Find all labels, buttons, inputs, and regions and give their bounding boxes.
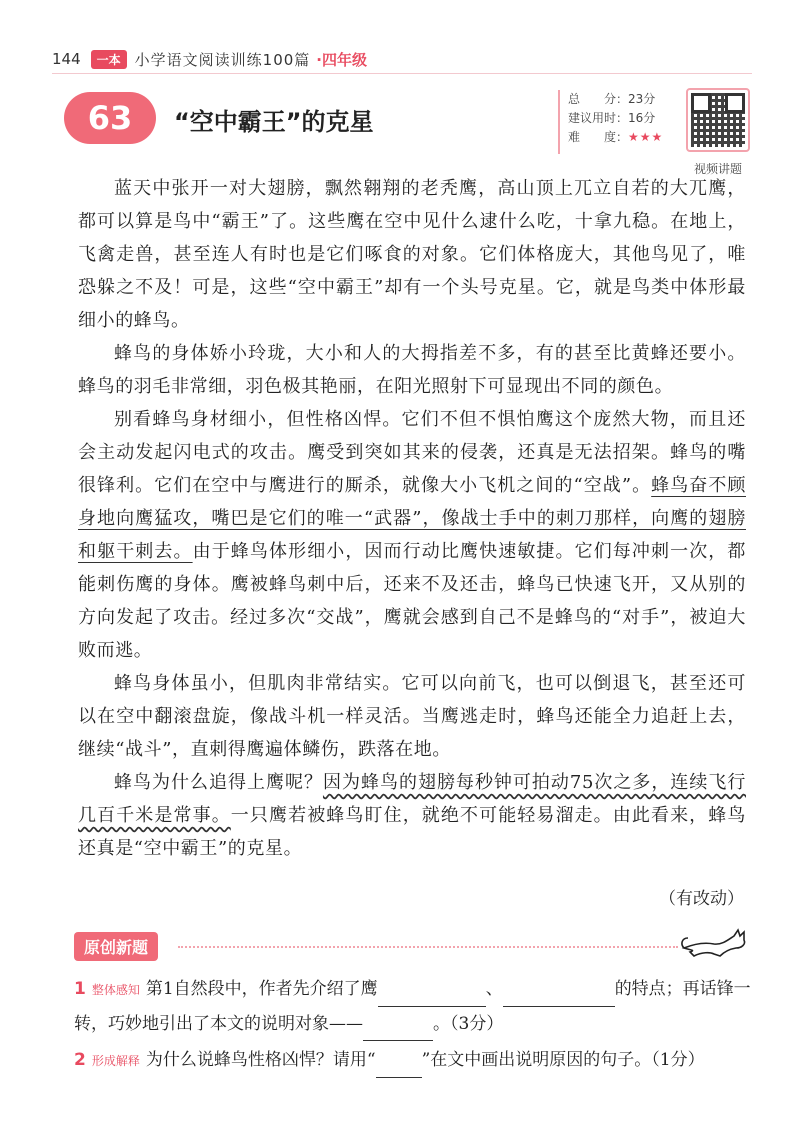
qr-code-icon[interactable] bbox=[686, 88, 750, 152]
paragraph-5: 蜂鸟为什么追得上鹰呢？因为蜂鸟的翅膀每秒钟可拍动75次之多，连续飞行几百千米是常事。一只鹰若被蜂鸟盯住，就绝不可能轻易溜走。由此看来，蜂鸟还真是“空中霸王”的克星。 bbox=[78, 772, 746, 859]
grade-label: ·四年级 bbox=[316, 50, 367, 69]
dotted-divider bbox=[178, 946, 678, 948]
answer-blank[interactable] bbox=[503, 984, 615, 1007]
section-label: 原创新题 bbox=[74, 932, 158, 961]
question-2: 2 形成解释 为什么说蜂鸟性格凶悍？请用“ ”在文中画出说明原因的句子。（1分） bbox=[74, 1043, 754, 1078]
lesson-title-row bbox=[64, 88, 754, 176]
underlined-sentence: 蜂鸟奋不顾身地向鹰猛攻，嘴巴是它们的唯一“武器”，像战士手中的刺刀那样，向鹰的翅膀和躯干刺去。 bbox=[78, 475, 746, 562]
answer-blank[interactable] bbox=[363, 1018, 433, 1041]
lesson-number-badge: 63 bbox=[64, 92, 156, 144]
book-title: 小学语文阅读训练100篇 bbox=[134, 50, 311, 69]
paragraph-4: 蜂鸟身体虽小，但肌肉非常结实。它可以向前飞，也可以倒退飞，甚至还可以在空中翻滚盘旋，像战斗机一样灵活。当鹰逃走时，蜂鸟还能全力追赶上去，继续“战斗”，直刺得鹰遍体鳞伤，跌落在地。 bbox=[78, 673, 746, 760]
lesson-meta bbox=[558, 90, 692, 154]
section-header bbox=[74, 930, 754, 964]
page-number: 144 bbox=[52, 50, 81, 68]
paragraph-1: 蓝天中张开一对大翅膀，飘然翱翔的老秃鹰，高山顶上兀立自若的大兀鹰，都可以算是鸟中“霸王”了。这些鹰在空中见什么逮什么吃，十拿九稳。在地上，飞禽走兽，甚至连人有时也是它们啄食的对象。它们体格庞大，其他鸟见了，唯恐躲之不及！可是，这些“空中霸王”却有一个头号克星。它，就是鸟类中体形最细小的蜂鸟。 bbox=[78, 178, 746, 331]
questions-list bbox=[74, 972, 754, 1080]
page-header bbox=[52, 44, 752, 74]
lesson-title: “空中霸王”的克星 bbox=[174, 108, 374, 136]
question-tag: 整体感知 bbox=[91, 983, 140, 997]
qr-caption: 视频讲题 bbox=[693, 162, 742, 176]
question-1: 1 整体感知 第1自然段中，作者先介绍了鹰 、 的特点；再话锋一转，巧妙地引出了本文的说明对象—— 。（3分） bbox=[74, 972, 754, 1041]
article-body bbox=[78, 172, 746, 865]
meta-total: 总 分：23分 bbox=[568, 92, 656, 106]
difficulty-stars-icon: ★★★ bbox=[628, 130, 664, 144]
meta-difficulty: 难 度：★★★ bbox=[568, 130, 664, 144]
answer-blank[interactable] bbox=[378, 984, 486, 1007]
question-number: 1 bbox=[74, 979, 86, 999]
brand-badge: 一本 bbox=[91, 50, 127, 69]
question-tag: 形成解释 bbox=[91, 1054, 140, 1068]
underline-sample bbox=[376, 1055, 422, 1078]
paragraph-2: 蜂鸟的身体娇小玲珑，大小和人的大拇指差不多，有的甚至比黄蜂还要小。蜂鸟的羽毛非常细，羽色极其艳丽，在阳光照射下可显现出不同的颜色。 bbox=[78, 343, 746, 397]
paragraph-3: 别看蜂鸟身材细小，但性格凶悍。它们不但不惧怕鹰这个庞然大物，而且还会主动发起闪电式的攻击。鹰受到突如其来的侵袭，还真是无法招架。蜂鸟的嘴很锋利。它们在空中与鹰进行的厮杀，就像大小飞机之间的“空战”。蜂鸟奋不顾身地向鹰猛攻，嘴巴是它们的唯一“武器”，像战士手中的刺刀那样，向鹰的翅膀和躯干刺去。由于蜂鸟体形细小，因而行动比鹰快速敏捷。它们每冲刺一次，都能刺伤鹰的身体。鹰被蜂鸟刺中后，还来不及还击，蜂鸟已快速飞开，又从别的方向发起了攻击。经过多次“交战”，鹰就会感到自己不是蜂鸟的“对手”，被迫大败而逃。 bbox=[78, 409, 746, 661]
header-divider bbox=[52, 73, 752, 74]
meta-time: 建议用时：16分 bbox=[568, 111, 656, 125]
question-number: 2 bbox=[74, 1050, 86, 1070]
source-note: （有改动） bbox=[659, 889, 744, 909]
leaping-cat-icon bbox=[680, 922, 752, 962]
wavy-underlined-sentence: 因为蜂鸟的翅膀每秒钟可拍动75次之多，连续飞行几百千米是常事。 bbox=[78, 772, 746, 826]
